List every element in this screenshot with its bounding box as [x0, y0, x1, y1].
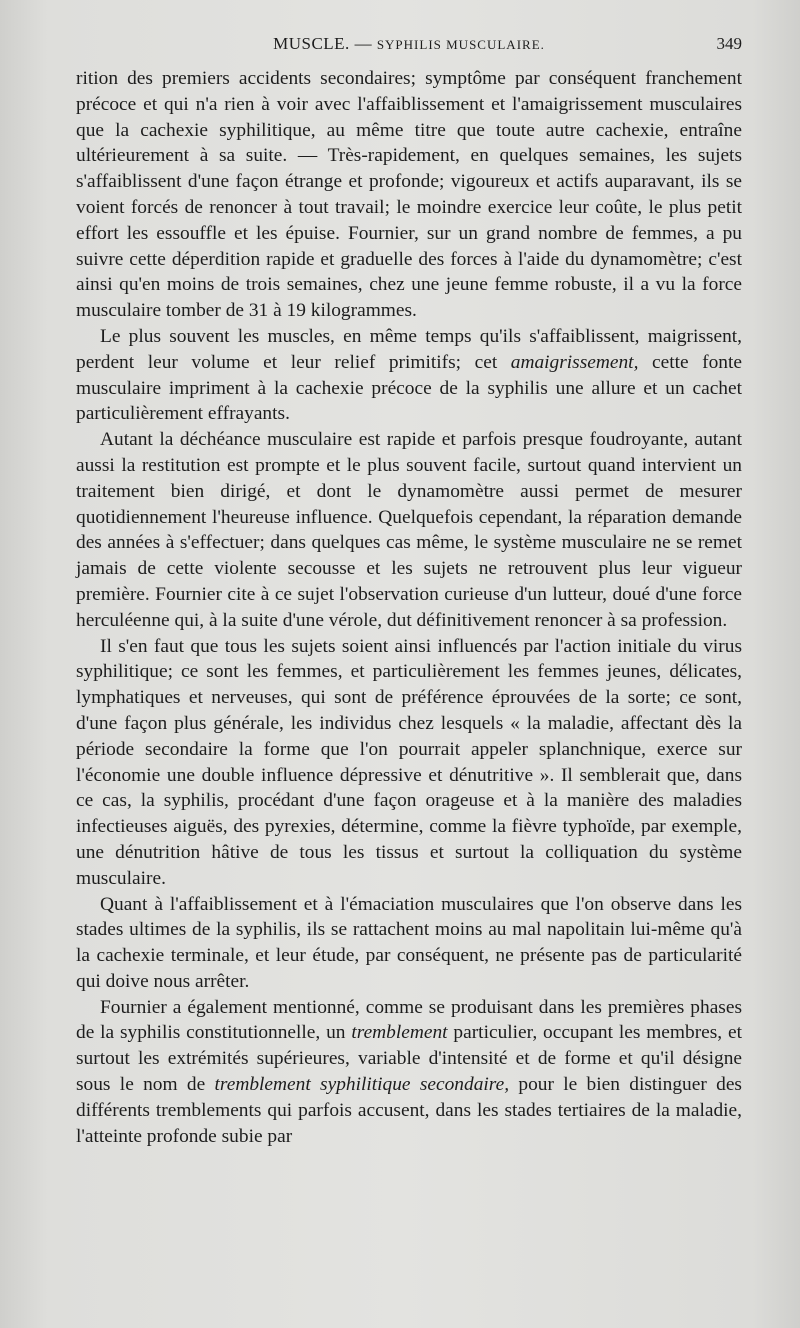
running-title-sub: SYPHILIS MUSCULAIRE. — [376, 37, 545, 52]
running-title — [76, 34, 742, 54]
italic-term: tremblement syphilitique secondaire, — [214, 1074, 510, 1096]
italic-term: tremblement — [351, 1022, 448, 1044]
body-text — [76, 66, 742, 1149]
paragraph-text: particulier, occupant les membres, et surtout les extrémités supérieures, variable d'intensité et de forme et qu'il désigne sous le nom de — [76, 1022, 742, 1096]
paragraph-text: Quant à l'affaiblissement et à l'émaciation musculaires que l'on observe dans les stades ultimes de la syphilis, ils se rattachent moins au mal napolitain lui-même qu'à la cachexie terminale, et leur étude, par conséquent, ne présente pas de particularité qui doive nous arrêter. — [76, 893, 742, 992]
paragraph-text: Le plus souvent les muscles, en même temps qu'ils s'affaiblissent, maigrissent, perdent leur volume et leur relief primitifs; cet — [76, 325, 742, 373]
running-header — [76, 34, 742, 60]
paragraph-text: Autant la déchéance musculaire est rapide et parfois presque foudroyante, autant aussi la restitution est prompte et le plus souvent facile, surtout quand intervient un traitement bien dirigé, et dont le dynamomètre aussi permet de mesurer quotidiennement l'heureuse influence. Quelquefois cependant, la réparation demande des années à s'effectuer; dans quelques cas même, le système musculaire ne se remet jamais de cette violente secousse et les sujets ne retrouvent plus leur vigueur première. Fournier cite à ce sujet l'observation curieuse d'un lutteur, doué d'une force herculéenne qui, à la suite d'une vérole, dut définitivement renoncer à sa profession. — [76, 429, 742, 631]
paragraph-text: Il s'en faut que tous les sujets soient ainsi influencés par l'action initiale du virus syphilitique; ce sont les femmes, et particulièrement les femmes jeunes, délicates, lymphatiques et nerveuses, qui sont de préférence éprouvées de la sorte; ce sont, d'une façon plus générale, les individus chez lesquels « la maladie, affectant dès la période secondaire la forme que l'on pourrait appeler splanchnique, exerce sur l'économie une double influence dépressive et dénutritive ». Il semblerait que, dans ce cas, la syphilis, procédant d'une façon orageuse et à la manière des maladies infectieuses aiguës, des pyrexies, détermine, comme la fièvre typhoïde, par exemple, une dénutrition hâtive de tous les tissus et surtout la colliquation du système musculaire. — [76, 635, 742, 889]
paragraph-text: Fournier a également mentionné, comme se produisant dans les premières phases de la syphilis constitutionnelle, un — [76, 996, 742, 1044]
paragraph-text: pour le bien distinguer des différents tremblements qui parfois accusent, dans les stades tertiaires de la maladie, l'atteinte profonde subie par — [76, 1074, 742, 1147]
paragraph-text: cette fonte musculaire impriment à la cachexie précoce de la syphilis une allure et un cachet particulièrement effrayants. — [76, 351, 742, 425]
paragraph — [76, 427, 742, 633]
running-title-main: MUSCLE. — [273, 34, 350, 53]
paragraph — [76, 66, 742, 324]
paragraph — [76, 324, 742, 427]
page-number: 349 — [716, 34, 742, 53]
paragraph — [76, 634, 742, 892]
paragraph — [76, 995, 742, 1150]
italic-term: amaigrissement, — [510, 351, 639, 373]
paragraph-text: rition des premiers accidents secondaires; symptôme par conséquent franchement précoce et qui n'a rien à voir avec l'affaiblissement et l'amaigrissement musculaires que la cachexie syphilitique, au même titre que toute autre cachexie, entraîne ultérieurement à sa suite. — Très-rapidement, en quelques semaines, les sujets s'affaiblissent d'une façon étrange et profonde; vigoureux et actifs auparavant, ils se voient forcés de renoncer à tout travail; le moindre exercice leur coûte, le plus petit effort les essouffle et les épuise. Fournier, sur un grand nombre de femmes, a pu suivre cette déperdition rapide et graduelle des forces à l'aide du dynamomètre; c'est ainsi qu'en moins de trois semaines, chez une jeune femme robuste, il a vu la force musculaire tomber de 31 à 19 kilogrammes. — [76, 68, 742, 322]
running-title-dash: — — [349, 34, 377, 53]
paragraph — [76, 892, 742, 995]
